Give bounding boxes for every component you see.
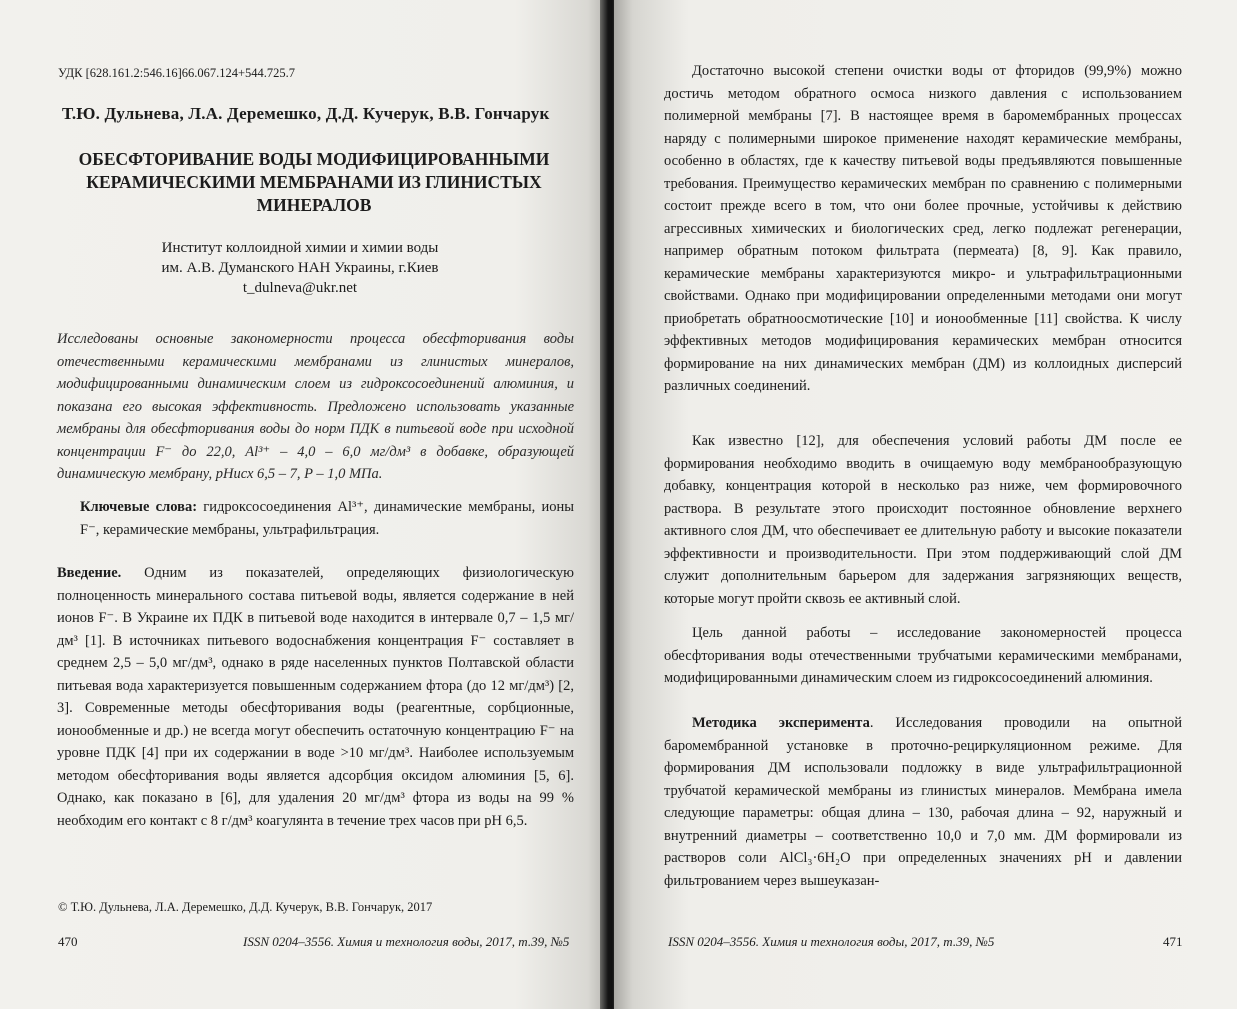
left-page [0, 0, 606, 1009]
affiliation [90, 238, 510, 298]
keywords-label: Ключевые слова: [80, 499, 198, 515]
intro-text: Одним из показателей, определяющих физиологическую полноценность минерального состава питьевой воды, является содержание в ней ионов F⁻. В Украине их ПДК в питьевой воде находится в интервале 0,7 – 1,5 мг/дм³ [1]. В источниках питьевого водоснабжения концентрация F⁻ составляет в среднем 2,5 – 5,0 мг/дм³, однако в ряде населенных пунктов Полтавской области питьевая вода характеризуется повышенным содержанием фтора (до 12 мг/дм³) [2, 3]. Современные методы обесфторивания воды (реагентные, сорбционные, ионообменные и др.) не всегда могут обеспечить остаточную концентрацию F⁻ на уровне ПДК [4] при их содержании в воде >10 мг/дм³. Наиболее используемым методом обесфторивания воды является адсорбция оксидом алюминия [5, 6]. Однако, как показано в [6], для удаления 20 мг/дм³ фтора из воды на 99 % необходим его контакт с 8 г/дм³ коагулянта в течение трех часов при pH 6,5. [57, 565, 574, 829]
right-page [614, 0, 1237, 1009]
paragraph-1: Достаточно высокой степени очистки воды от фторидов (99,9%) можно достичь методом обратного осмоса низкого давления с использованием полимерной мембраны [7]. В настоящее время в баромембранных процессах наряду с полимерными широкое применение находят керамические мембраны, особенно в областях, где к качеству питьевой воды предъявляются повышенные требования. Преимущество керамических мембран по сравнению с полимерными состоит прежде всего в том, что они более прочные, устойчивы к действию агрессивных химических и биологических сред, легко подлежат регенерации, например обратным потоком фильтрата (пермеата) [8, 9]. Как правило, керамические мембраны характеризуются микро- и ультрафильтрационными свойствами. Однако при модифицировании определенными методами они могут приобретать обратноосмотические [10] и ионообменные [11] свойства. К числу эффективных методов модифицирования керамических мембран относится формирование на них динамических мембран (ДМ) из коллоидных дисперсий различных соединений. [664, 63, 1182, 394]
keywords [80, 496, 574, 541]
abstract: Исследованы основные закономерности процесса обесфторивания воды отечественными керамическими мембранами из глинистых минералов, модифицированными динамическим слоем из гидроксосоединений алюминия, и показана его высокая эффективность. Предложено использовать указанные мембраны для обесфторивания воды до норм ПДК в питьевой воде при исходной концентрации F⁻ до 22,0, Al³⁺ – 4,0 – 6,0 мг/дм³ в добавке, образующей динамическую мембрану, pHисх 6,5 – 7, P – 1,0 МПа. [57, 331, 574, 482]
copyright: © Т.Ю. Дульнева, Л.А. Деремешко, Д.Д. Кучерук, В.В. Гончарук, 2017 [58, 900, 433, 914]
keywords-text: гидроксосоединения Al³⁺, динамические мембраны, ионы F⁻, керамические мембраны, ультрафильтрация. [80, 499, 575, 538]
article-title: ОБЕСФТОРИВАНИЕ ВОДЫ МОДИФИЦИРОВАННЫМИ КЕРАМИЧЕСКИМИ МЕМБРАНАМИ ИЗ ГЛИНИСТЫХ МИНЕРАЛОВ [78, 149, 550, 215]
intro-label: Введение. [57, 565, 122, 581]
method-label: Методика эксперимента [692, 715, 870, 731]
introduction [57, 562, 574, 832]
method-text: . Исследования проводили на опытной баромембранной установке в проточно-рециркуляционном режиме. Для формирования ДМ использовали подложку в виде ультрафильтрационной трубчатой керамической мембраны из глинистых минералов. Мембрана имела следующие параметры: общая длина – 130, рабочая длина – 92, наружный и внутренний диаметры – соответственно 10,0 и 7,0 мм. ДМ формировали из растворов соли AlCl₃·6H₂O при определенных значениях pH и давлении фильтрованием через вышеуказан- [664, 715, 1183, 889]
email: t_dulneva@ukr.net [242, 280, 358, 296]
udc-code: УДК [628.161.2:546.16]66.067.124+544.725.7 [58, 66, 296, 80]
paragraph-2: Как известно [12], для обеспечения условий работы ДМ после ее формирования необходимо вводить в очищаемую воду мембранообразующую добавку, концентрация которой в несколько раз ниже, чем формировочного раствора. В результате этого происходит постоянное обновление верхнего активного слоя ДМ, что обеспечивает ее длительную работу и высокие показатели эффективности и производительности. При этом поддерживающий слой ДМ служит дополнительным барьером для задержания загрязняющих веществ, которые могут пройти сквозь ее активный слой. [664, 433, 1182, 607]
page-number-left: 470 [58, 934, 78, 949]
institute-line1: Институт коллоидной химии и химии воды [161, 240, 439, 256]
paragraph-3: Цель данной работы – исследование закономерностей процесса обесфторивания воды отечественными трубчатыми керамическими мембранами, модифицированными динамическим слоем из гидроксосоединений алюминия. [664, 625, 1182, 686]
journal-footer-left: ISSN 0204–3556. Химия и технология воды, 2017, т.39, №5 [243, 934, 570, 949]
institute-line2: им. А.В. Думанского НАН Украины, г.Киев [161, 260, 439, 276]
methods-paragraph [664, 712, 1182, 892]
journal-footer-right: ISSN 0204–3556. Химия и технология воды, 2017, т.39, №5 [668, 934, 995, 949]
authors: Т.Ю. Дульнева, Л.А. Деремешко, Д.Д. Кучерук, В.В. Гончарук [62, 104, 550, 123]
page-number-right: 471 [1163, 934, 1183, 949]
